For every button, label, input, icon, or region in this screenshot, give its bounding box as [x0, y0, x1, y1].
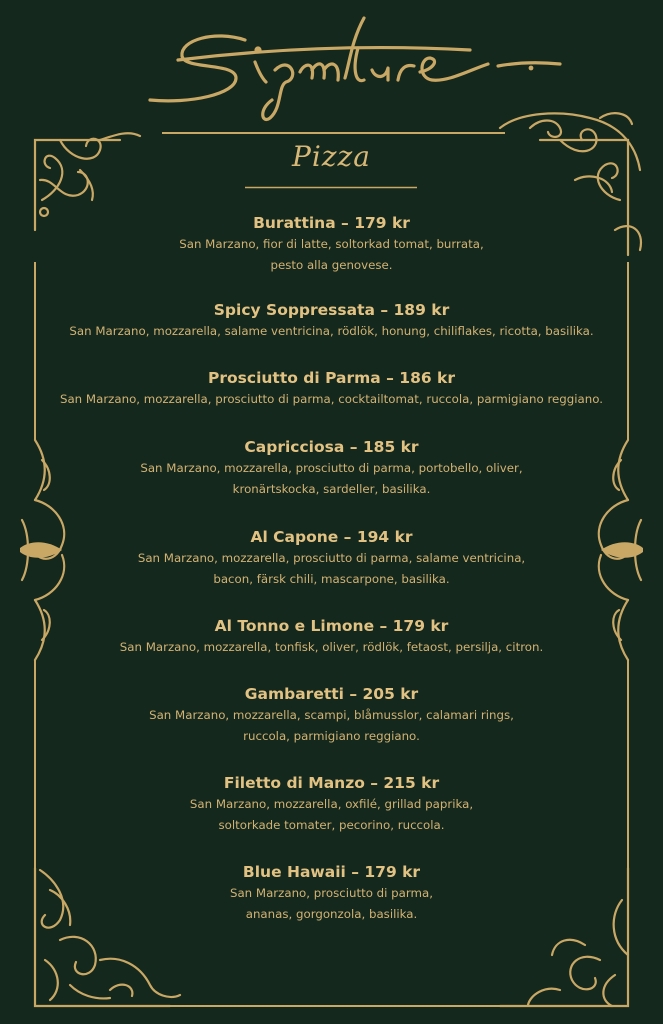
item-description: San Marzano, mozzarella, prosciutto di parma, salame ventricina, bacon, färsk chili, mascarpone, basilika.: [137, 551, 526, 586]
menu-item: [40, 436, 623, 500]
item-description: San Marzano, fior di latte, soltorkad tomat, burrata, pesto alla genovese.: [179, 237, 484, 272]
menu-list: [40, 212, 623, 925]
menu-item: [40, 615, 623, 658]
item-name: Filetto di Manzo – 215 kr: [223, 774, 440, 792]
title-underline: [245, 186, 417, 189]
menu-item: [40, 299, 623, 342]
item-description: San Marzano, mozzarella, scampi, blåmusslor, calamari rings, ruccola, parmigiano reggiano.: [149, 708, 514, 743]
item-name: Blue Hawaii – 179 kr: [242, 863, 421, 881]
menu-item: [40, 772, 623, 836]
item-description: San Marzano, mozzarella, prosciutto di parma, cocktailtomat, ruccola, parmigiano reggiano.: [59, 392, 604, 406]
section-title: Pizza: [292, 140, 371, 173]
item-name: Burattina – 179 kr: [253, 214, 410, 232]
item-description: San Marzano, mozzarella, tonfisk, oliver, rödlök, fetaost, persilja, citron.: [119, 640, 544, 654]
item-description: San Marzano, prosciutto di parma, ananas, gorgonzola, basilika.: [229, 886, 434, 921]
item-name: Al Capone – 194 kr: [250, 528, 413, 546]
item-description: San Marzano, mozzarella, oxfilé, grillad paprika, soltorkade tomater, pecorino, ruccola.: [189, 797, 474, 832]
menu-item: [40, 367, 623, 410]
menu-item: [40, 861, 623, 925]
item-name: Spicy Soppressata – 189 kr: [213, 301, 450, 319]
menu-item: [40, 526, 623, 590]
menu-item: [40, 212, 623, 276]
menu-item: [40, 683, 623, 747]
item-name: Prosciutto di Parma – 186 kr: [208, 369, 455, 387]
item-description: San Marzano, mozzarella, salame ventricina, rödlök, honung, chiliflakes, ricotta, basilika.: [69, 324, 594, 338]
item-description: San Marzano, mozzarella, prosciutto di parma, portobello, oliver, kronärtskocka, sardeller, basilika.: [140, 461, 523, 496]
item-name: Al Tonno e Limone – 179 kr: [214, 617, 449, 635]
item-name: Capricciosa – 185 kr: [244, 438, 419, 456]
signature-logo: [0, 0, 663, 130]
item-name: Gambaretti – 205 kr: [244, 685, 419, 703]
